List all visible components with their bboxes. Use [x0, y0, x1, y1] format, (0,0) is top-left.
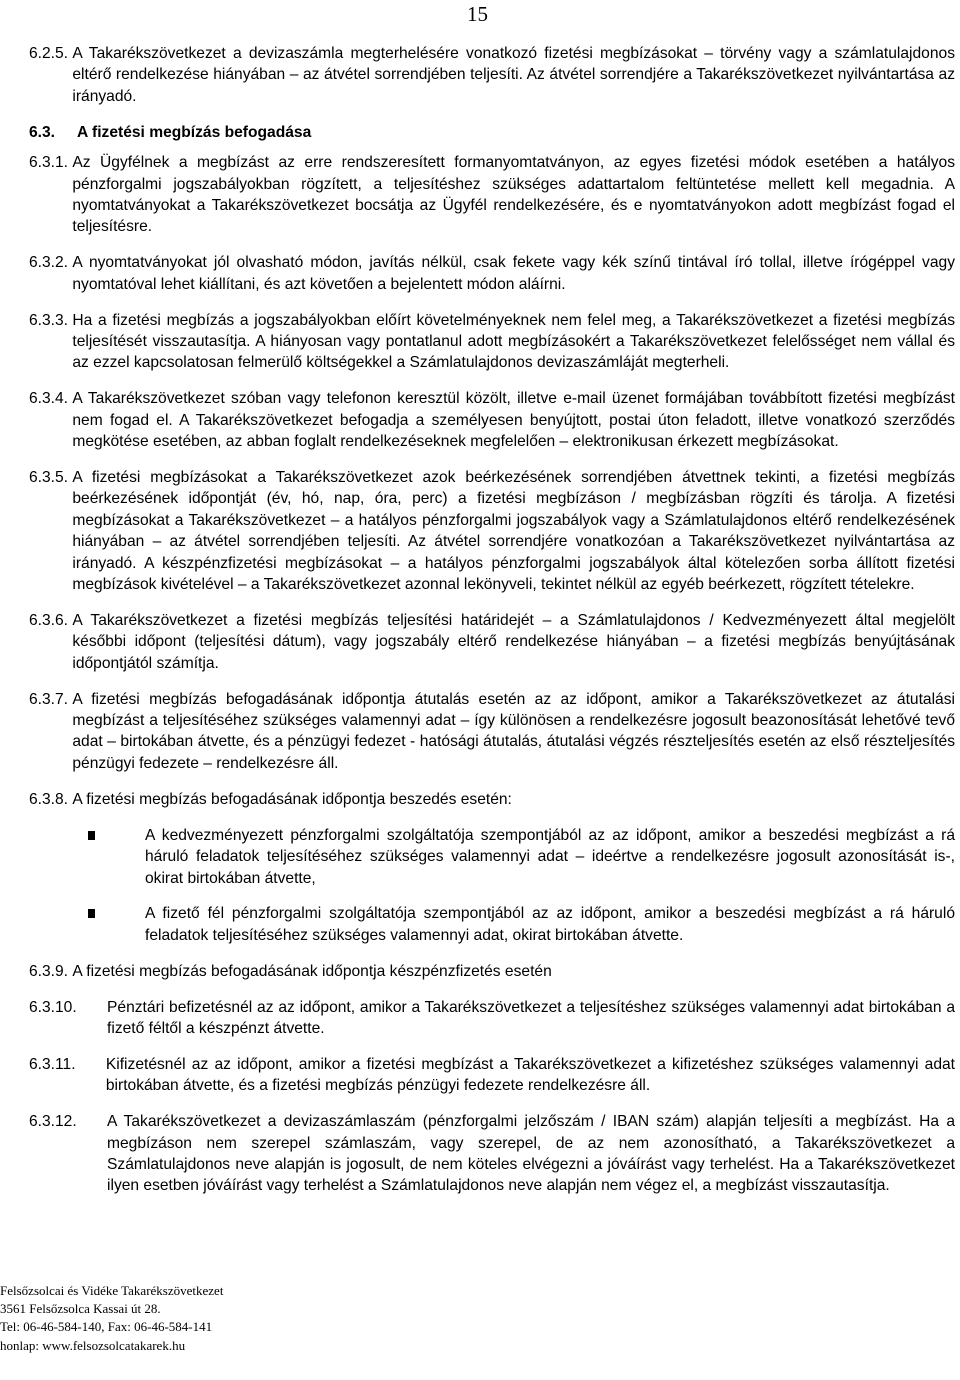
section-heading-6-3: [29, 122, 955, 143]
paragraph-text: A fizetési megbízás befogadásának időpontja átutalás esetén az az időpont, amikor a Takarékszövetkezet az átutalási megbízást a teljesítéséhez szükséges valamennyi adat – így különösen a rendelkezésre jogosult beazonosítását lehetővé tevő adat – birtokában átvette, és a pénzügyi fedezet - hatósági átutalás, átutalási végzés részteljesítés esetén az első részteljesítés pénzügyi fedezete – rendelkezésre áll.: [72, 690, 955, 772]
paragraph-6-3-9: [29, 961, 955, 982]
page-number: 15: [467, 2, 488, 26]
square-bullet-icon: [29, 825, 145, 889]
paragraph-6-3-10: [29, 997, 955, 1040]
list-item-text: A fizető fél pénzforgalmi szolgáltatója szempontjából az az időpont, amikor a beszedési megbízást a rá háruló feladatok teljesítéséhez szükséges valamennyi adat, okirat birtokában átvette.: [145, 905, 955, 944]
paragraph-text: A fizetési megbízás befogadásának időpontja készpénzfizetés esetén: [72, 962, 552, 980]
paragraph-text: A fizetési megbízásokat a Takarékszövetkezet azok beérkezésének sorrendjében átvettnek tekinti, a fizetési megbízás beérkezésének időpontját (év, hó, nap, óra, perc) a fizetési megbízáson / megbízásban rögzíti és tárolja. A fizetési megbízásokat a Takarékszövetkezet – a hatályos pénzforgalmi jogszabályok vagy a Számlatulajdonos eltérő rendelkezésének hiányában – az átvétel sorrendjében teljesíti. Az átvétel sorrendjére vonatkozóan a Takarékszövetkezet nyilvántartása az irányadó. A készpénzfizetési megbízásokat – a hatályos pénzforgalmi jogszabályok által kötelezően sorba állított fizetési megbízások kivételével – a Takarékszövetkezet azonnal lekönyveli, tekintet nélkül az egyéb beérkezett, rögzített tételekre.: [72, 469, 955, 594]
paragraph-6-3-1: [29, 152, 955, 238]
paragraph-text: A Takarékszövetkezet szóban vagy telefonon keresztül közölt, illetve e-mail üzenet formájában továbbított fizetési megbízást nem fogad el. A Takarékszövetkezet befogadja a személyesen benyújtott, postai úton feladott, illetve vonatkozó szerződés megkötése esetében, az abban foglalt rendelkezéseknek megfelelően – elektronikusan érkezett megbízásokat.: [72, 390, 955, 451]
heading-number: 6.3.: [29, 123, 56, 141]
list-item: [29, 903, 955, 946]
paragraph-6-2-5: [29, 43, 955, 107]
paragraph-6-3-8: [29, 789, 955, 810]
list-item-text: A kedvezményezett pénzforgalmi szolgáltatója szempontjából az az időpont, amikor a beszedési megbízást a rá háruló feladatok teljesítéséhez szükséges valamennyi adat – ideértve a rendelkezésre jogosult azonosítását is-, okirat birtokában átvette,: [145, 826, 955, 887]
paragraph-number: 6.3.4.: [29, 390, 73, 408]
paragraph-number: 6.3.10.: [29, 998, 108, 1016]
paragraph-number: 6.3.1.: [29, 154, 73, 172]
paragraph-number: 6.3.6.: [29, 611, 73, 629]
paragraph-number: 6.3.8.: [29, 790, 73, 808]
footer-company-name: Felsőzsolcai és Vidéke Takarékszövetkezet: [0, 1283, 224, 1298]
paragraph-text: A fizetési megbízás befogadásának időpontja beszedés esetén:: [72, 790, 512, 808]
paragraph-6-3-4: [29, 388, 955, 452]
paragraph-6-3-5: [29, 467, 955, 595]
page-footer: [0, 1282, 400, 1355]
heading-text: A fizetési megbízás befogadása: [77, 123, 312, 141]
footer-phone-fax: Tel: 06-46-584-140, Fax: 06-46-584-141: [0, 1319, 213, 1335]
paragraph-text: Ha a fizetési megbízás a jogszabályokban előírt követelményeknek nem felel meg, a Takarékszövetkezet a fizetési megbízás teljesítését visszautasítja. A hiányosan vagy pontatlanul adott megbízásokért a Takarékszövetkezet felelősséget nem vállal és az ezzel kapcsolatosan felmerülő költségekkel a Számlatulajdonos devizaszámláját megterheli.: [72, 311, 955, 372]
paragraph-number: 6.3.2.: [29, 254, 73, 272]
paragraph-number: 6.3.11.: [29, 1055, 106, 1073]
paragraph-text: A Takarékszövetkezet a fizetési megbízás teljesítési határidejét – a Számlatulajdonos / Kedvezményezett által megjelölt későbbi időpont (teljesítési dátum), vagy jogszabály eltérő rendelkezése hiányában – a fizetési megbízás benyújtásának időpontjától számítja.: [72, 611, 955, 672]
footer-address: 3561 Felsőzsolca Kassai út 28.: [0, 1301, 161, 1317]
paragraph-6-3-7: [29, 689, 955, 775]
paragraph-text: A Takarékszövetkezet a devizaszámla megterhelésére vonatkozó fizetési megbízásokat – törvény vagy a számlatulajdonos eltérő rendelkezése hiányában – az átvétel sorrendjében teljesíti. Az átvétel sorrendjére a Takarékszövetkezet nyilvántartása az irányadó.: [72, 45, 955, 105]
paragraph-number: 6.3.3.: [29, 311, 73, 329]
document-body: [29, 43, 955, 1197]
paragraph-6-3-3: [29, 310, 955, 374]
paragraph-6-3-11: [29, 1054, 955, 1097]
paragraph-text: Kifizetésnél az az időpont, amikor a fizetési megbízást a Takarékszövetkezet a kifizetéshez szükséges valamennyi adat birtokában átvette, és a fizetési megbízás pénzügyi fedezete rendelkezésre áll.: [105, 1055, 955, 1095]
paragraph-6-3-2: [29, 252, 955, 295]
paragraph-number: 6.3.5.: [29, 469, 73, 486]
paragraph-text: A Takarékszövetkezet a devizaszámlaszám (pénzforgalmi jelzőszám / IBAN szám) alapján teljesíti a megbízást. Ha a megbízáson nem szerepel számlaszám, vagy szerepel, de az nem azonosítható, a Takarékszövetkezet a Számlatulajdonos neve alapján is jogosult, de nem köteles elvégezni a jóváírást vagy terhelést. Ha a Takarékszövetkezet ilyen esetben jóváírást vagy terhelést a Számlatulajdonos neve alapján nem végez el, a megbízást visszautasítja.: [107, 1113, 955, 1195]
list-item: [29, 825, 955, 889]
paragraph-number: 6.3.9.: [29, 962, 73, 980]
paragraph-6-3-6: [29, 610, 955, 674]
paragraph-number: 6.3.7.: [29, 690, 73, 708]
square-bullet-icon: [29, 903, 145, 946]
paragraph-text: A nyomtatványokat jól olvasható módon, javítás nélkül, csak fekete vagy kék színű tintával író tollal, illetve írógéppel vagy nyomtatóval lehet kiállítani, és azt követően a bejelentett módon aláírni.: [72, 254, 955, 293]
paragraph-text: Pénztári befizetésnél az az időpont, amikor a Takarékszövetkezet a teljesítéshez szükséges valamennyi adat birtokában a fizető féltől a készpénzt átvette.: [107, 998, 955, 1038]
paragraph-number: 6.2.5.: [29, 45, 73, 62]
paragraph-6-3-12: [29, 1111, 955, 1197]
paragraph-text: Az Ügyfélnek a megbízást az erre rendszeresített formanyomtatványon, az egyes fizetési módok esetében a hatályos pénzforgalmi jogszabályokban rögzített, a teljesítéshez szükséges adattartalom feltüntetése mellett kell megadnia. A nyomtatványokat a Takarékszövetkezet bocsátja az Ügyfél rendelkezésére, és e nyomtatványokon adott megbízást fogad el teljesítésre.: [72, 154, 955, 236]
paragraph-number: 6.3.12.: [29, 1113, 108, 1131]
bullet-list: [29, 825, 955, 947]
footer-website: honlap: www.felsozsolcatakarek.hu: [0, 1337, 186, 1353]
